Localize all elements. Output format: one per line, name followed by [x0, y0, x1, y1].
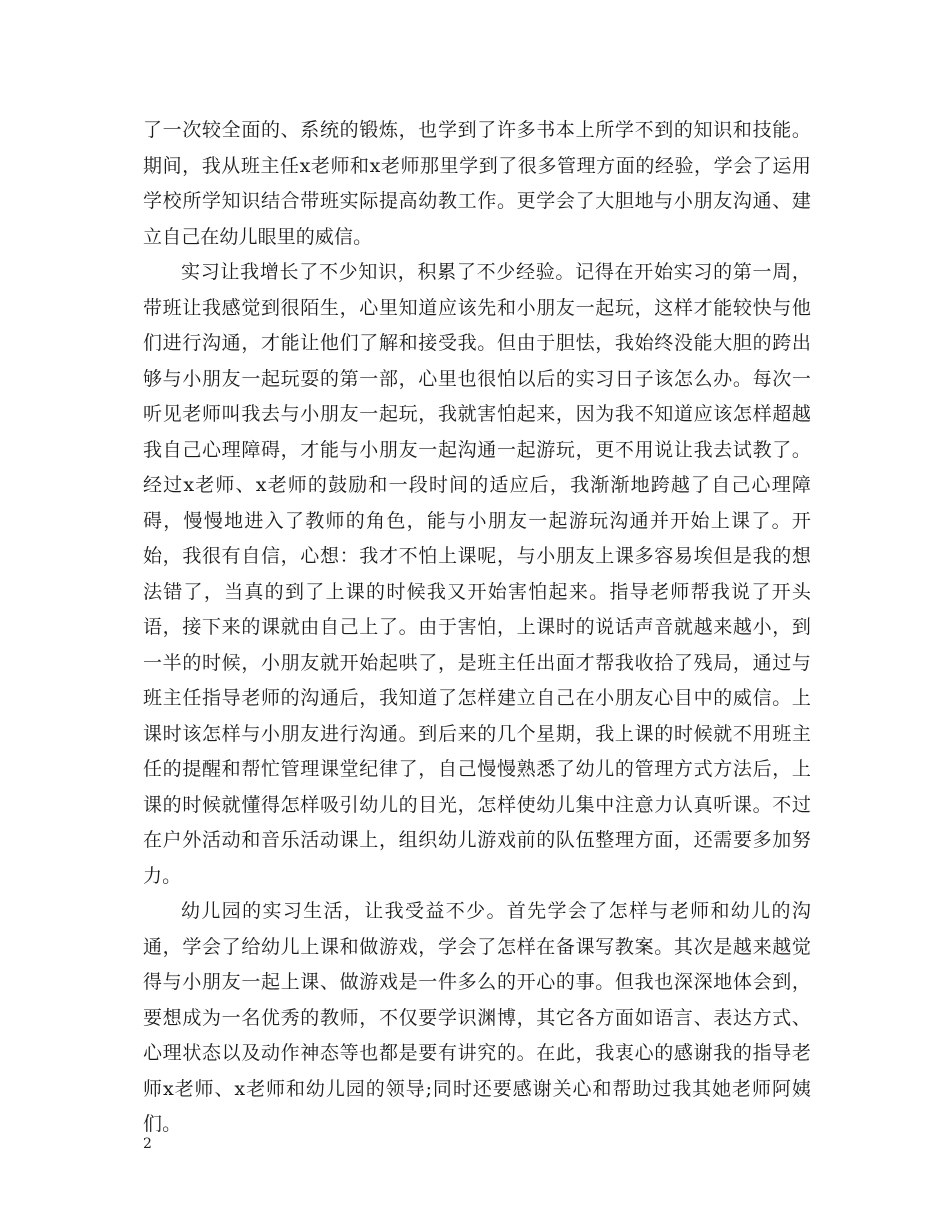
- paragraph-1: 了一次较全面的、系统的锻炼，也学到了许多书本上所学不到的知识和技能。期间，我从班主任x老师和x老师那里学到了很多管理方面的经验，学会了运用学校所学知识结合带班实际提高幼教工作。更学会了大胆地与小朋友沟通、建立自己在幼儿眼里的威信。: [143, 119, 811, 248]
- page-number: 2: [143, 1136, 152, 1152]
- paragraph-2: 实习让我增长了不少知识，积累了不少经验。记得在开始实习的第一周，带班让我感觉到很陌生，心里知道应该先和小朋友一起玩，这样才能较快与他们进行沟通，才能让他们了解和接受我。但由于胆怯，我始终没能大胆的跨出够与小朋友一起玩耍的第一部，心里也很怕以后的实习日子该怎么办。每次一听见老师叫我去与小朋友一起玩，我就害怕起来，因为我不知道应该怎样超越我自己心理障碍，才能与小朋友一起沟通一起游玩，更不用说让我去试教了。经过x老师、x老师的鼓励和一段时间的适应后，我渐渐地跨越了自己心理障碍，慢慢地进入了教师的角色，能与小朋友一起游玩沟通并开始上课了。开始，我很有自信，心想：我才不怕上课呢，与小朋友上课多容易埃但是我的想法错了，当真的到了上课的时候我又开始害怕起来。指导老师帮我说了开头语，接下来的课就由自己上了。由于害怕，上课时的说话声音就越来越小，到一半的时候，小朋友就开始起哄了，是班主任出面才帮我收拾了残局，通过与班主任指导老师的沟通后，我知道了怎样建立自己在小朋友心目中的威信。上课时该怎样与小朋友进行沟通。到后来的几个星期，我上课的时候就不用班主任的提醒和帮忙管理课堂纪律了，自己慢慢熟悉了幼儿的管理方式方法后，上课的时候就懂得怎样吸引幼儿的目光，怎样使幼儿集中注意力认真听课。不过在户外活动和音乐活动课上，组织幼儿游戏前的队伍整理方面，还需要多加努力。: [143, 261, 811, 887]
- document-body: [143, 113, 811, 1143]
- paragraph-3: 幼儿园的实习生活，让我受益不少。首先学会了怎样与老师和幼儿的沟通，学会了给幼儿上课和做游戏，学会了怎样在备课写教案。其次是越来越觉得与小朋友一起上课、做游戏是一件多么的开心的事。但我也深深地体会到，要想成为一名优秀的教师，不仅要学识渊博，其它各方面如语言、表达方式、心理状态以及动作神态等也都是要有讲究的。在此，我衷心的感谢我的指导老师x老师、x老师和幼儿园的领导;同时还要感谢关心和帮助过我其她老师阿姨们。: [143, 900, 811, 1135]
